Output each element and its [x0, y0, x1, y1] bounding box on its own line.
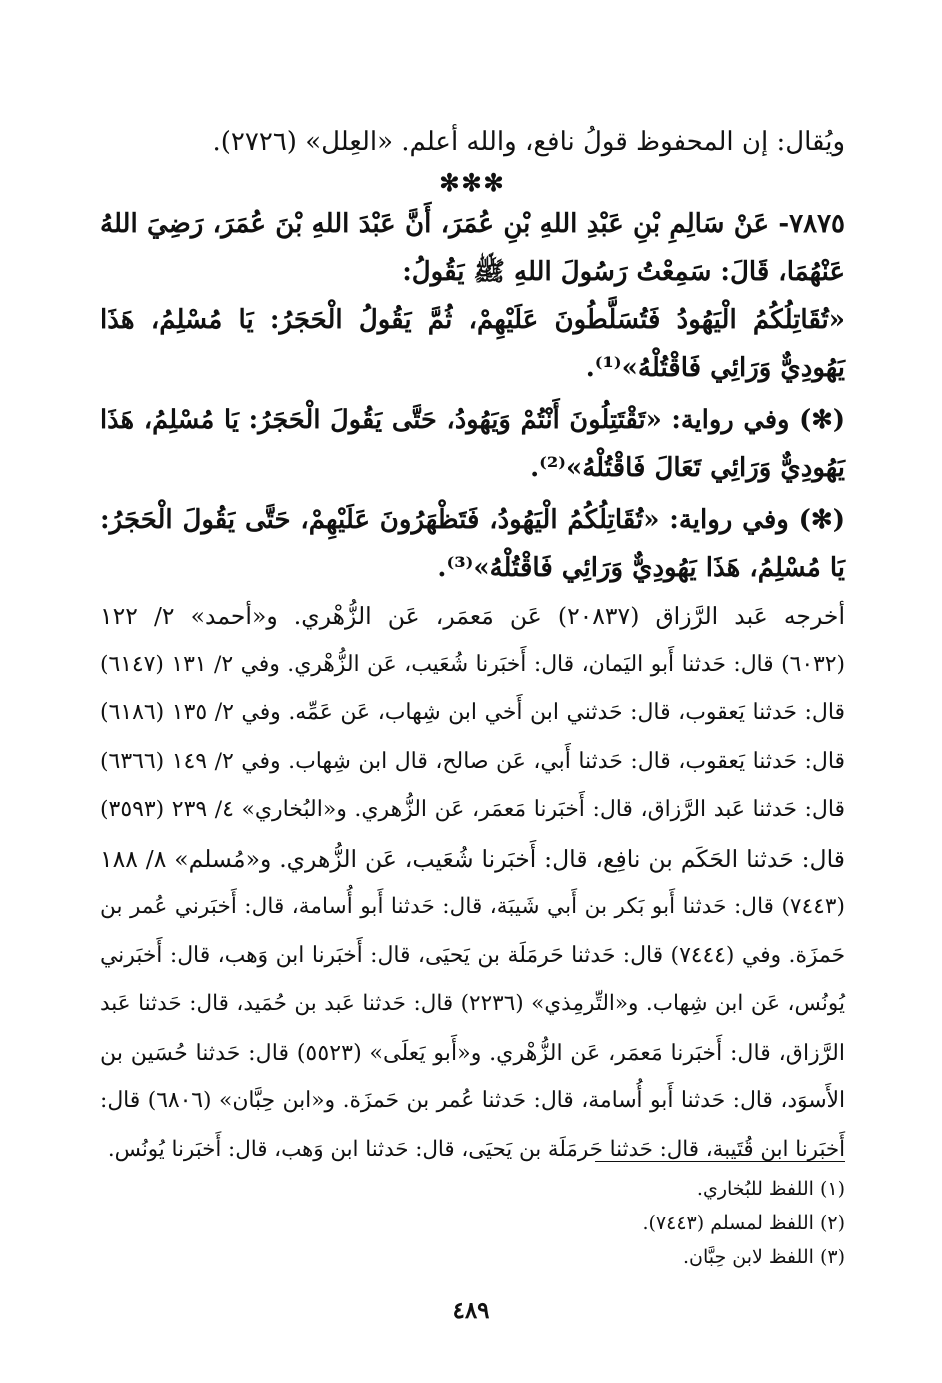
hadith-line: عَنْهُمَا، قَالَ: سَمِعْتُ رَسُولَ اللهِ ﷺ يَقُولُ: [402, 257, 845, 287]
footnote-3: (٣) اللفظ لابن حِبَّان. [682, 1246, 845, 1268]
variant-line: (✻) وفي رواية: «تَقْتَتِلُونَ أَنْتُمْ وَيَهُودُ، حَتَّى يَقُولَ الْحَجَرُ: يَا مُسْلِمُ، هَذَا [100, 405, 845, 435]
section-separator: ✻✻✻ [439, 168, 506, 197]
takhrij-line: (٧٤٤٣) قال: حَدثنا أَبو بَكر بن أَبي شَيبَة، قال: حَدثنا أَبو أُسامة، قال: أَخبَرني عُمر بن [100, 894, 845, 919]
takhrij-line: قال: حَدثنا الحَكَم بن نافِع، قال: أَخبَرنا شُعَيب، عَن الزُّهري. و«مُسلم» ٨/ ١٨٨ [100, 844, 846, 873]
footnotes [100, 1172, 845, 1274]
footnote-1: (١) اللفظ للبُخاري. [696, 1178, 845, 1200]
takhrij-line: قال: حَدثنا عَبد الرَّزاق، قال: أَخبَرنا مَعمَر، عَن الزُّهري. و«البُخاري» ٤/ ٢٣٩ (٣٥٩٣) [100, 797, 845, 822]
variant-narration-2 [100, 496, 845, 592]
variant-line: (✻) وفي رواية: «تُقَاتِلُكُمُ الْيَهُودُ، فَتَظْهَرُونَ عَلَيْهِمْ، حَتَّى يَقُولَ الْحَجَرُ: [100, 505, 845, 535]
hadith-line: ٧٨٧٥- عَنْ سَالِمِ بْنِ عَبْدِ اللهِ بْنِ عُمَرَ، أَنَّ عَبْدَ اللهِ بْنَ عُمَرَ، رَضِيَ اللهُ [100, 209, 845, 239]
takhrij-line: حَمزَة. وفي (٧٤٤٤) قال: حَدثنا حَرمَلَة بن يَحيَى، قال: أَخبَرنا ابن وَهب، قال: أَخبَرني [100, 942, 845, 968]
takhrij-line: يُونُس، عَن ابن شِهاب. و«التِّرمِذي» (٢٢٣٦) قال: حَدثنا عَبد بن حُمَيد، قال: حَدثنا عَبد [100, 991, 845, 1016]
takhrij-line: أَخبَرنا ابن قُتَيبة، قال: حَدثنا حَرمَلَة بن يَحيَى، قال: حَدثنا ابن وَهب، قال: أَخبَرنا يُونُس. [107, 1136, 845, 1162]
footnote-divider [595, 1161, 845, 1162]
hadith-7875 [100, 200, 845, 392]
footnote-2: (٢) اللفظ لمسلم (٧٤٤٣). [642, 1212, 845, 1234]
takhrij-paragraph [100, 592, 845, 1174]
takhrij-line: الأَسوَد، قال: حَدثنا أَبو أُسامة، قال: حَدثنا عُمر بن حَمزَة. و«ابن حِبَّان» (٦٨٠٦) قال: [100, 1088, 845, 1113]
variant-line: يَا مُسْلِمُ، هَذَا يَهُودِيٌّ وَرَائِي فَاقْتُلْهُ»⁽³⁾. [437, 553, 845, 583]
intro-line: ويُقال: إن المحفوظ قولُ نافع، والله أعلم. «العِلل» (٢٧٢٦). [212, 127, 845, 157]
variant-line: يَهُودِيٌّ وَرَائِي تَعَالَ فَاقْتُلْهُ»⁽²⁾. [530, 453, 845, 483]
hadith-line: يَهُودِيٌّ وَرَائِي فَاقْتُلْهُ»⁽¹⁾. [585, 353, 845, 383]
takhrij-line: قال: حَدثنا يَعقوب، قال: حَدثني ابن أَخي ابن شِهاب، عَن عَمِّه. وفي ٢/ ١٣٥ (٦١٨٦) [100, 700, 845, 725]
page-number: ٤٨٩ [452, 1297, 490, 1324]
hadith-line: «تُقَاتِلُكُمُ الْيَهُودُ فَتُسَلَّطُونَ عَلَيْهِمْ، ثُمَّ يَقُولُ الْحَجَرُ: يَا مُسْلِمُ، هَذَا [100, 305, 845, 335]
takhrij-line: (٦٠٣٢) قال: حَدثنا أَبو اليَمان، قال: أَخبَرنا شُعَيب، عَن الزُّهْري. وفي ٢/ ١٣١ (٦١٤٧) [100, 651, 845, 677]
variant-narration-1 [100, 396, 845, 492]
page-body [100, 118, 845, 1174]
takhrij-line: قال: حَدثنا يَعقوب، قال: حَدثنا أَبي، عَن صالح، قال ابن شِهاب. وفي ٢/ ١٤٩ (٦٣٦٦) [100, 748, 845, 774]
takhrij-line: الرَّزاق، قال: أَخبَرنا مَعمَر، عَن الزُّهْري. و«أَبو يَعلَى» (٥٥٢٣) قال: حَدثنا حُسَين بن [100, 1039, 845, 1066]
takhrij-line: أخرجه عَبد الرَّزاق (٢٠٨٣٧) عَن مَعمَر، عَن الزُّهْري. و«أحمد» ٢/ ١٢٢ [100, 602, 845, 630]
